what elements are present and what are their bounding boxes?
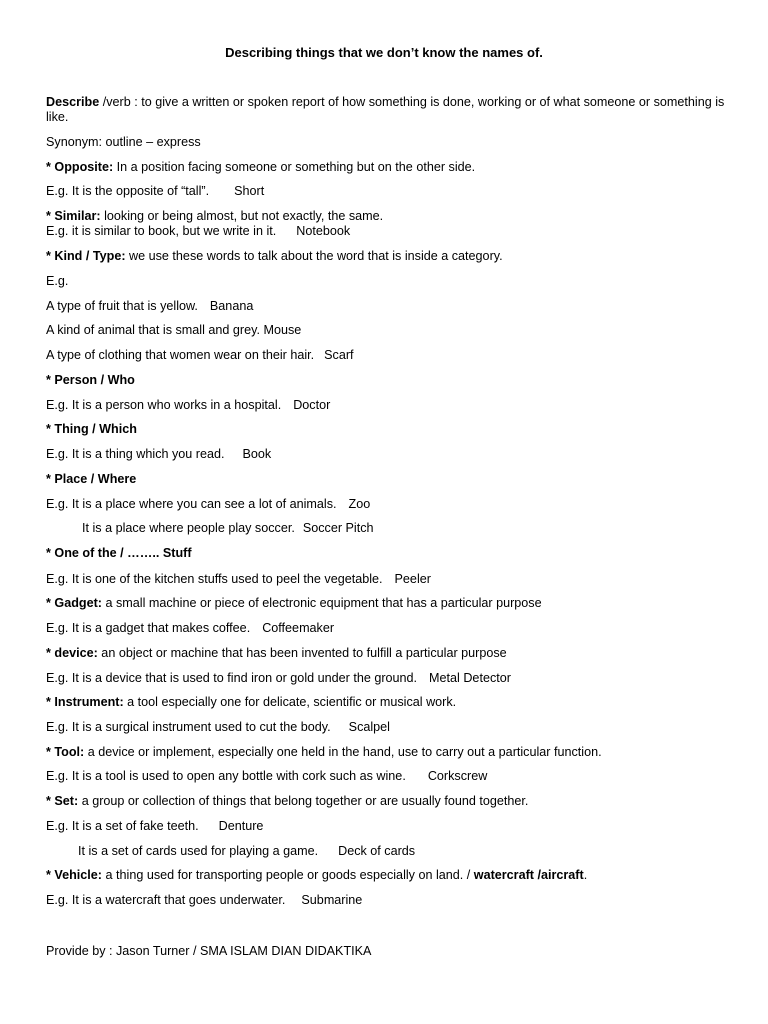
answer: Metal Detector xyxy=(429,671,511,685)
definition: a thing used for transporting people or goods especially on land. / xyxy=(102,868,474,882)
example: E.g. It is one of the kitchen stuffs used to peel the vegetable. xyxy=(46,572,383,586)
definition: looking or being almost, but not exactly, the same. xyxy=(100,209,384,223)
example: E.g. It is a place where you can see a lot of animals. xyxy=(46,497,337,511)
place-example-2 xyxy=(82,521,762,536)
term: * Opposite: xyxy=(46,160,114,174)
answer: Corkscrew xyxy=(427,769,488,783)
answer: Soccer Pitch xyxy=(302,521,374,535)
definition: In a position facing someone or something but on the other side. xyxy=(113,160,476,174)
answer: Scarf xyxy=(324,348,354,362)
tool-example xyxy=(46,769,726,784)
example: E.g. It is a gadget that makes coffee. xyxy=(46,621,251,635)
kind-example-3 xyxy=(46,348,726,363)
definition: we use these words to talk about the word that is inside a category. xyxy=(125,249,503,263)
definition: a small machine or piece of electronic equipment that has a particular purpose xyxy=(101,596,542,610)
describe-definition xyxy=(46,95,726,125)
one-of-term: * One of the / …….. Stuff xyxy=(46,546,192,560)
example: E.g. It is a set of fake teeth. xyxy=(46,819,199,833)
instrument-example xyxy=(46,720,726,735)
term: * Gadget: xyxy=(46,596,102,610)
answer: Coffeemaker xyxy=(262,621,335,635)
answer: Banana xyxy=(209,299,254,313)
example: E.g. it is similar to book, but we write in it. xyxy=(46,224,277,238)
example: E.g. It is a watercraft that goes underwater. xyxy=(46,893,286,907)
kind-example-2: A kind of animal that is small and grey. Mouse xyxy=(46,323,302,337)
answer: Doctor xyxy=(293,398,331,412)
gadget-definition xyxy=(46,596,726,611)
term: * device: xyxy=(46,646,98,660)
answer: Short xyxy=(234,184,265,198)
instrument-definition xyxy=(46,695,726,710)
vehicle-example xyxy=(46,893,726,908)
term: Describe xyxy=(46,95,100,109)
example: It is a set of cards used for playing a game. xyxy=(78,844,319,858)
similar-example xyxy=(46,224,726,239)
set-definition xyxy=(46,794,726,809)
vehicle-definition xyxy=(46,868,726,883)
person-example xyxy=(46,398,726,413)
example: E.g. It is a thing which you read. xyxy=(46,447,225,461)
thing-term: * Thing / Which xyxy=(46,422,137,436)
place-term: * Place / Where xyxy=(46,472,137,486)
example: It is a place where people play soccer. xyxy=(82,521,295,535)
kind-definition xyxy=(46,249,726,264)
opposite-example xyxy=(46,184,726,199)
opposite-definition xyxy=(46,160,726,175)
example: E.g. It is a device that is used to find iron or gold under the ground. xyxy=(46,671,418,685)
example: A type of fruit that is yellow. xyxy=(46,299,198,313)
example: E.g. It is the opposite of “tall”. xyxy=(46,184,210,198)
example: E.g. It is a person who works in a hospital. xyxy=(46,398,282,412)
person-term: * Person / Who xyxy=(46,373,135,387)
gadget-example xyxy=(46,621,726,636)
page-title: Describing things that we don’t know the names of. xyxy=(225,45,543,60)
example: E.g. It is a surgical instrument used to cut the body. xyxy=(46,720,331,734)
set-example-2 xyxy=(78,844,758,859)
definition: /verb : to give a written or spoken report of how something is done, working or of what someone or something is like. xyxy=(46,95,725,124)
term-2: watercraft /aircraft xyxy=(473,868,584,882)
term: * Vehicle: xyxy=(46,868,103,882)
set-example xyxy=(46,819,726,834)
term: * Tool: xyxy=(46,745,85,759)
definition: an object or machine that has been invented to fulfill a particular purpose xyxy=(97,646,507,660)
term: * Similar: xyxy=(46,209,101,223)
definition: a device or implement, especially one held in the hand, use to carry out a particular function. xyxy=(84,745,602,759)
answer: Peeler xyxy=(394,572,431,586)
answer: Deck of cards xyxy=(338,844,416,858)
answer: Notebook xyxy=(296,224,351,238)
term: * Instrument: xyxy=(46,695,124,709)
synonym-line: Synonym: outline – express xyxy=(46,135,201,149)
device-definition xyxy=(46,646,726,661)
answer: Scalpel xyxy=(348,720,390,734)
thing-example xyxy=(46,447,726,462)
answer: Zoo xyxy=(348,497,371,511)
example: E.g. It is a tool is used to open any bottle with cork such as wine. xyxy=(46,769,406,783)
tool-definition xyxy=(46,745,726,760)
term: * Kind / Type: xyxy=(46,249,126,263)
answer: Submarine xyxy=(301,893,363,907)
one-of-example xyxy=(46,572,726,587)
answer: Book xyxy=(242,447,272,461)
kind-example-1 xyxy=(46,299,726,314)
place-example xyxy=(46,497,726,512)
answer: Denture xyxy=(218,819,264,833)
similar-definition xyxy=(46,209,726,224)
example: A type of clothing that women wear on their hair. xyxy=(46,348,315,362)
definition: a tool especially one for delicate, scientific or musical work. xyxy=(123,695,457,709)
footer-credit: Provide by : Jason Turner / SMA ISLAM DIAN DIDAKTIKA xyxy=(46,944,372,958)
tail: . xyxy=(583,868,588,882)
device-example xyxy=(46,671,726,686)
definition: a group or collection of things that belong together or are usually found together. xyxy=(78,794,529,808)
kind-eg-label: E.g. xyxy=(46,274,69,288)
term: * Set: xyxy=(46,794,79,808)
